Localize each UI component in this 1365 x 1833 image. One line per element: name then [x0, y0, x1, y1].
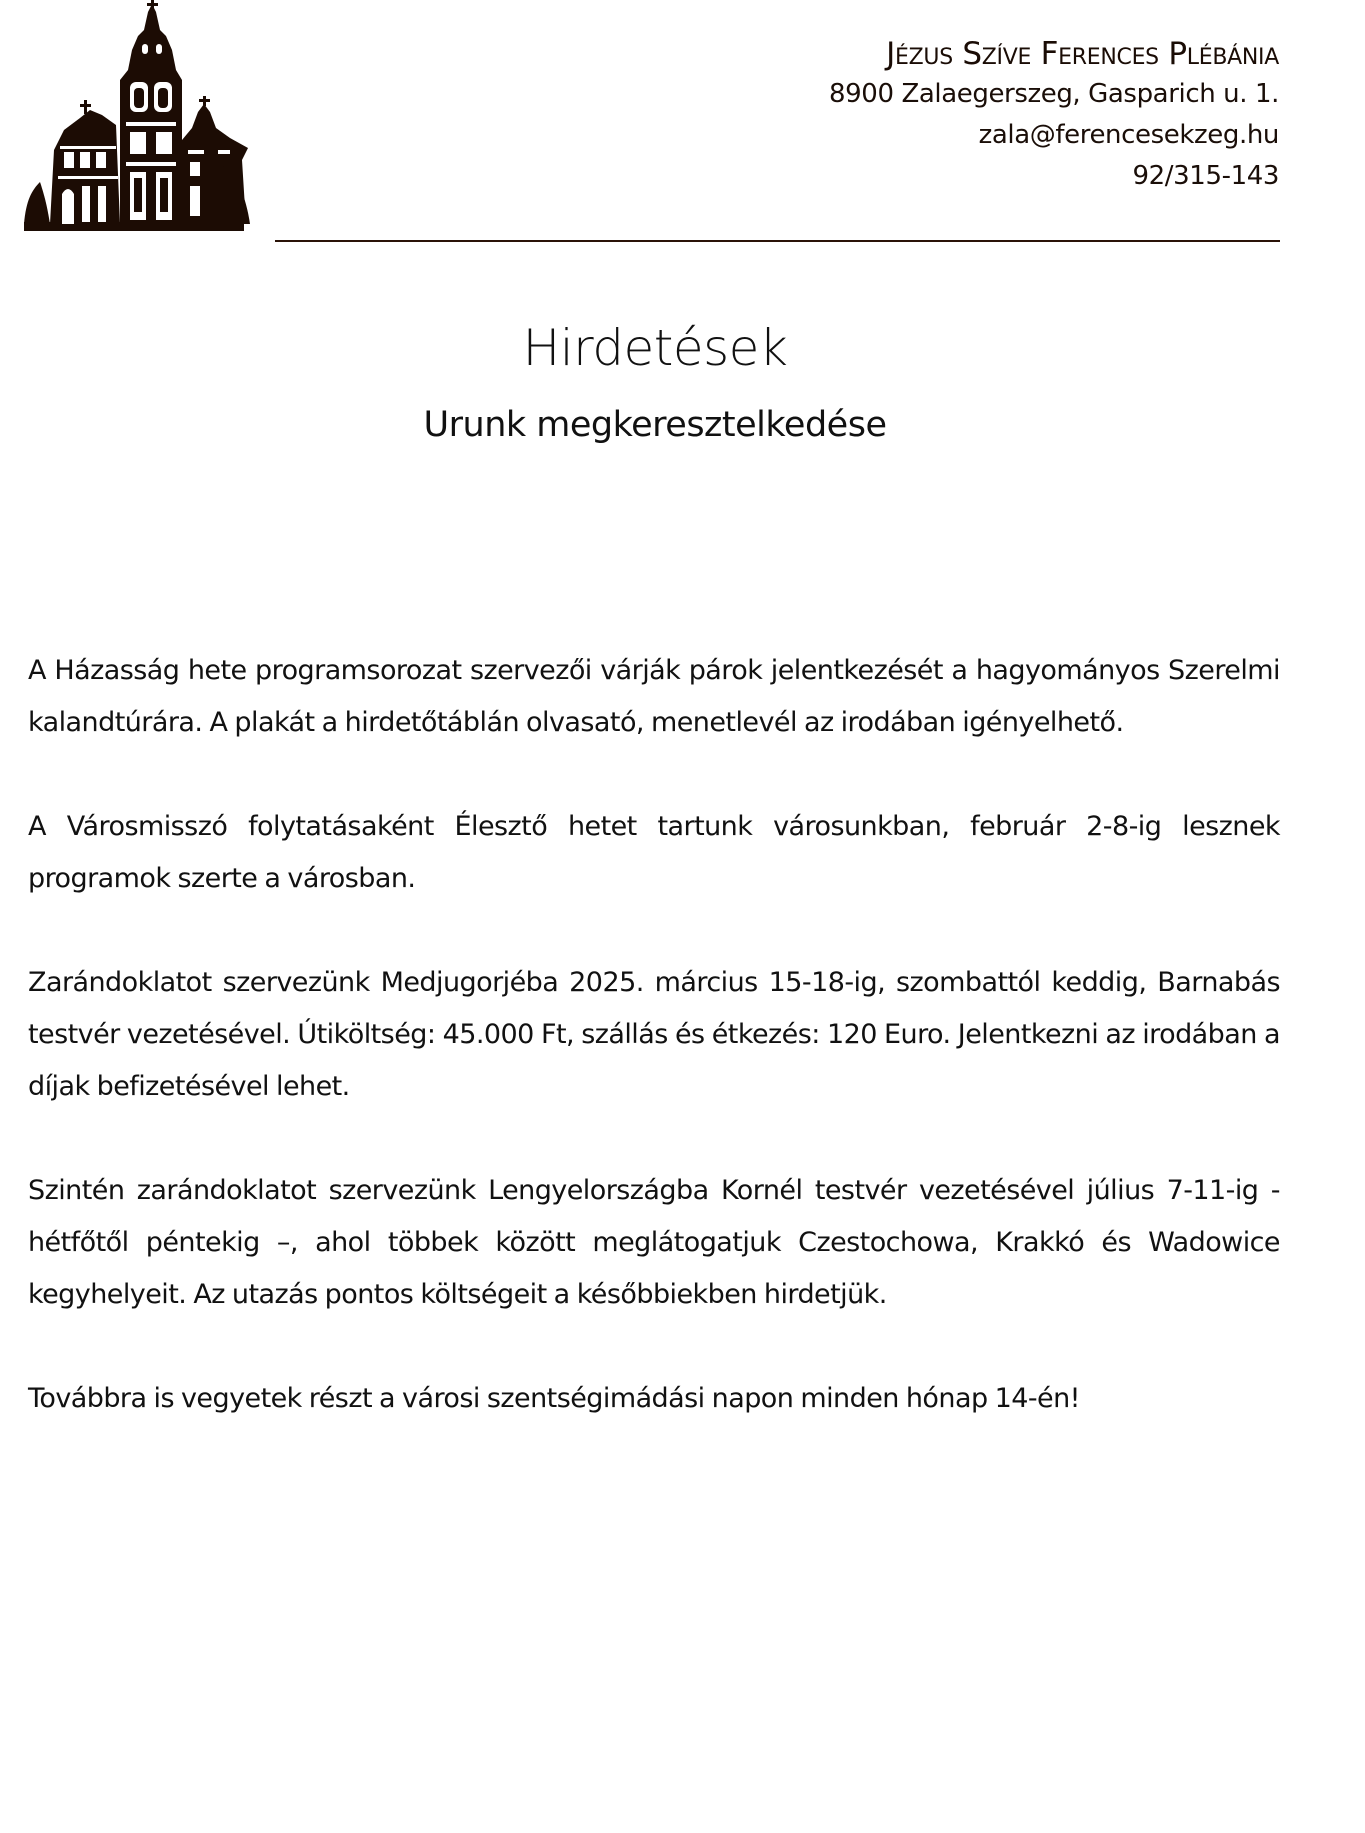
announcement-paragraph: Továbbra is vegyetek részt a városi szentségimádási napon minden hónap 14-én! [28, 1383, 1080, 1414]
church-building-icon [20, 0, 255, 240]
letterhead [829, 34, 1279, 197]
announcement-paragraph: A Városmisszó folytatásaként Élesztő hetet tartunk városunkban, február 2-8-ig lesznek programok szerte a városban. [28, 811, 1280, 894]
phone: 92/315-143 [1132, 161, 1279, 191]
announcement-paragraph: A Házasság hete programsorozat szervezői várják párok jelentkezését a hagyományos Szerelmi kalandtúrára. A plakát a hirdetőtáblán olvasató, menetlevél az irodában igényelhető. [28, 655, 1280, 738]
address: 8900 Zalaegerszeg, Gasparich u. 1. [829, 79, 1279, 109]
announcements-body [28, 645, 1280, 1477]
page-subtitle: Urunk megkeresztelkedése [423, 405, 887, 445]
announcement-paragraph: Zarándoklatot szervezünk Medjugorjéba 2025. március 15-18-ig, szombattól keddig, Barnabás testvér vezetésével. Útiköltség: 45.000 Ft, szállás és étkezés: 120 Euro. Jelentkezni az irodában a díjak befizetésével lehet. [28, 967, 1280, 1102]
announcement-paragraph: Szintén zarándoklatot szervezünk Lengyelországba Kornél testvér vezetésével július 7-11-ig - hétfőtől péntekig –, ahol többek között meglátogatjuk Czestochowa, Krakkó és Wadowice kegyhelyeit. Az utazás pontos költségeit a későbbiekben hirdetjük. [28, 1175, 1280, 1310]
header-divider [275, 240, 1280, 242]
organization-name: Jézus Szíve Ferences Plébánia [886, 36, 1279, 72]
page-title: Hirdetések [522, 319, 788, 377]
email: zala@ferencesekzeg.hu [978, 120, 1279, 150]
